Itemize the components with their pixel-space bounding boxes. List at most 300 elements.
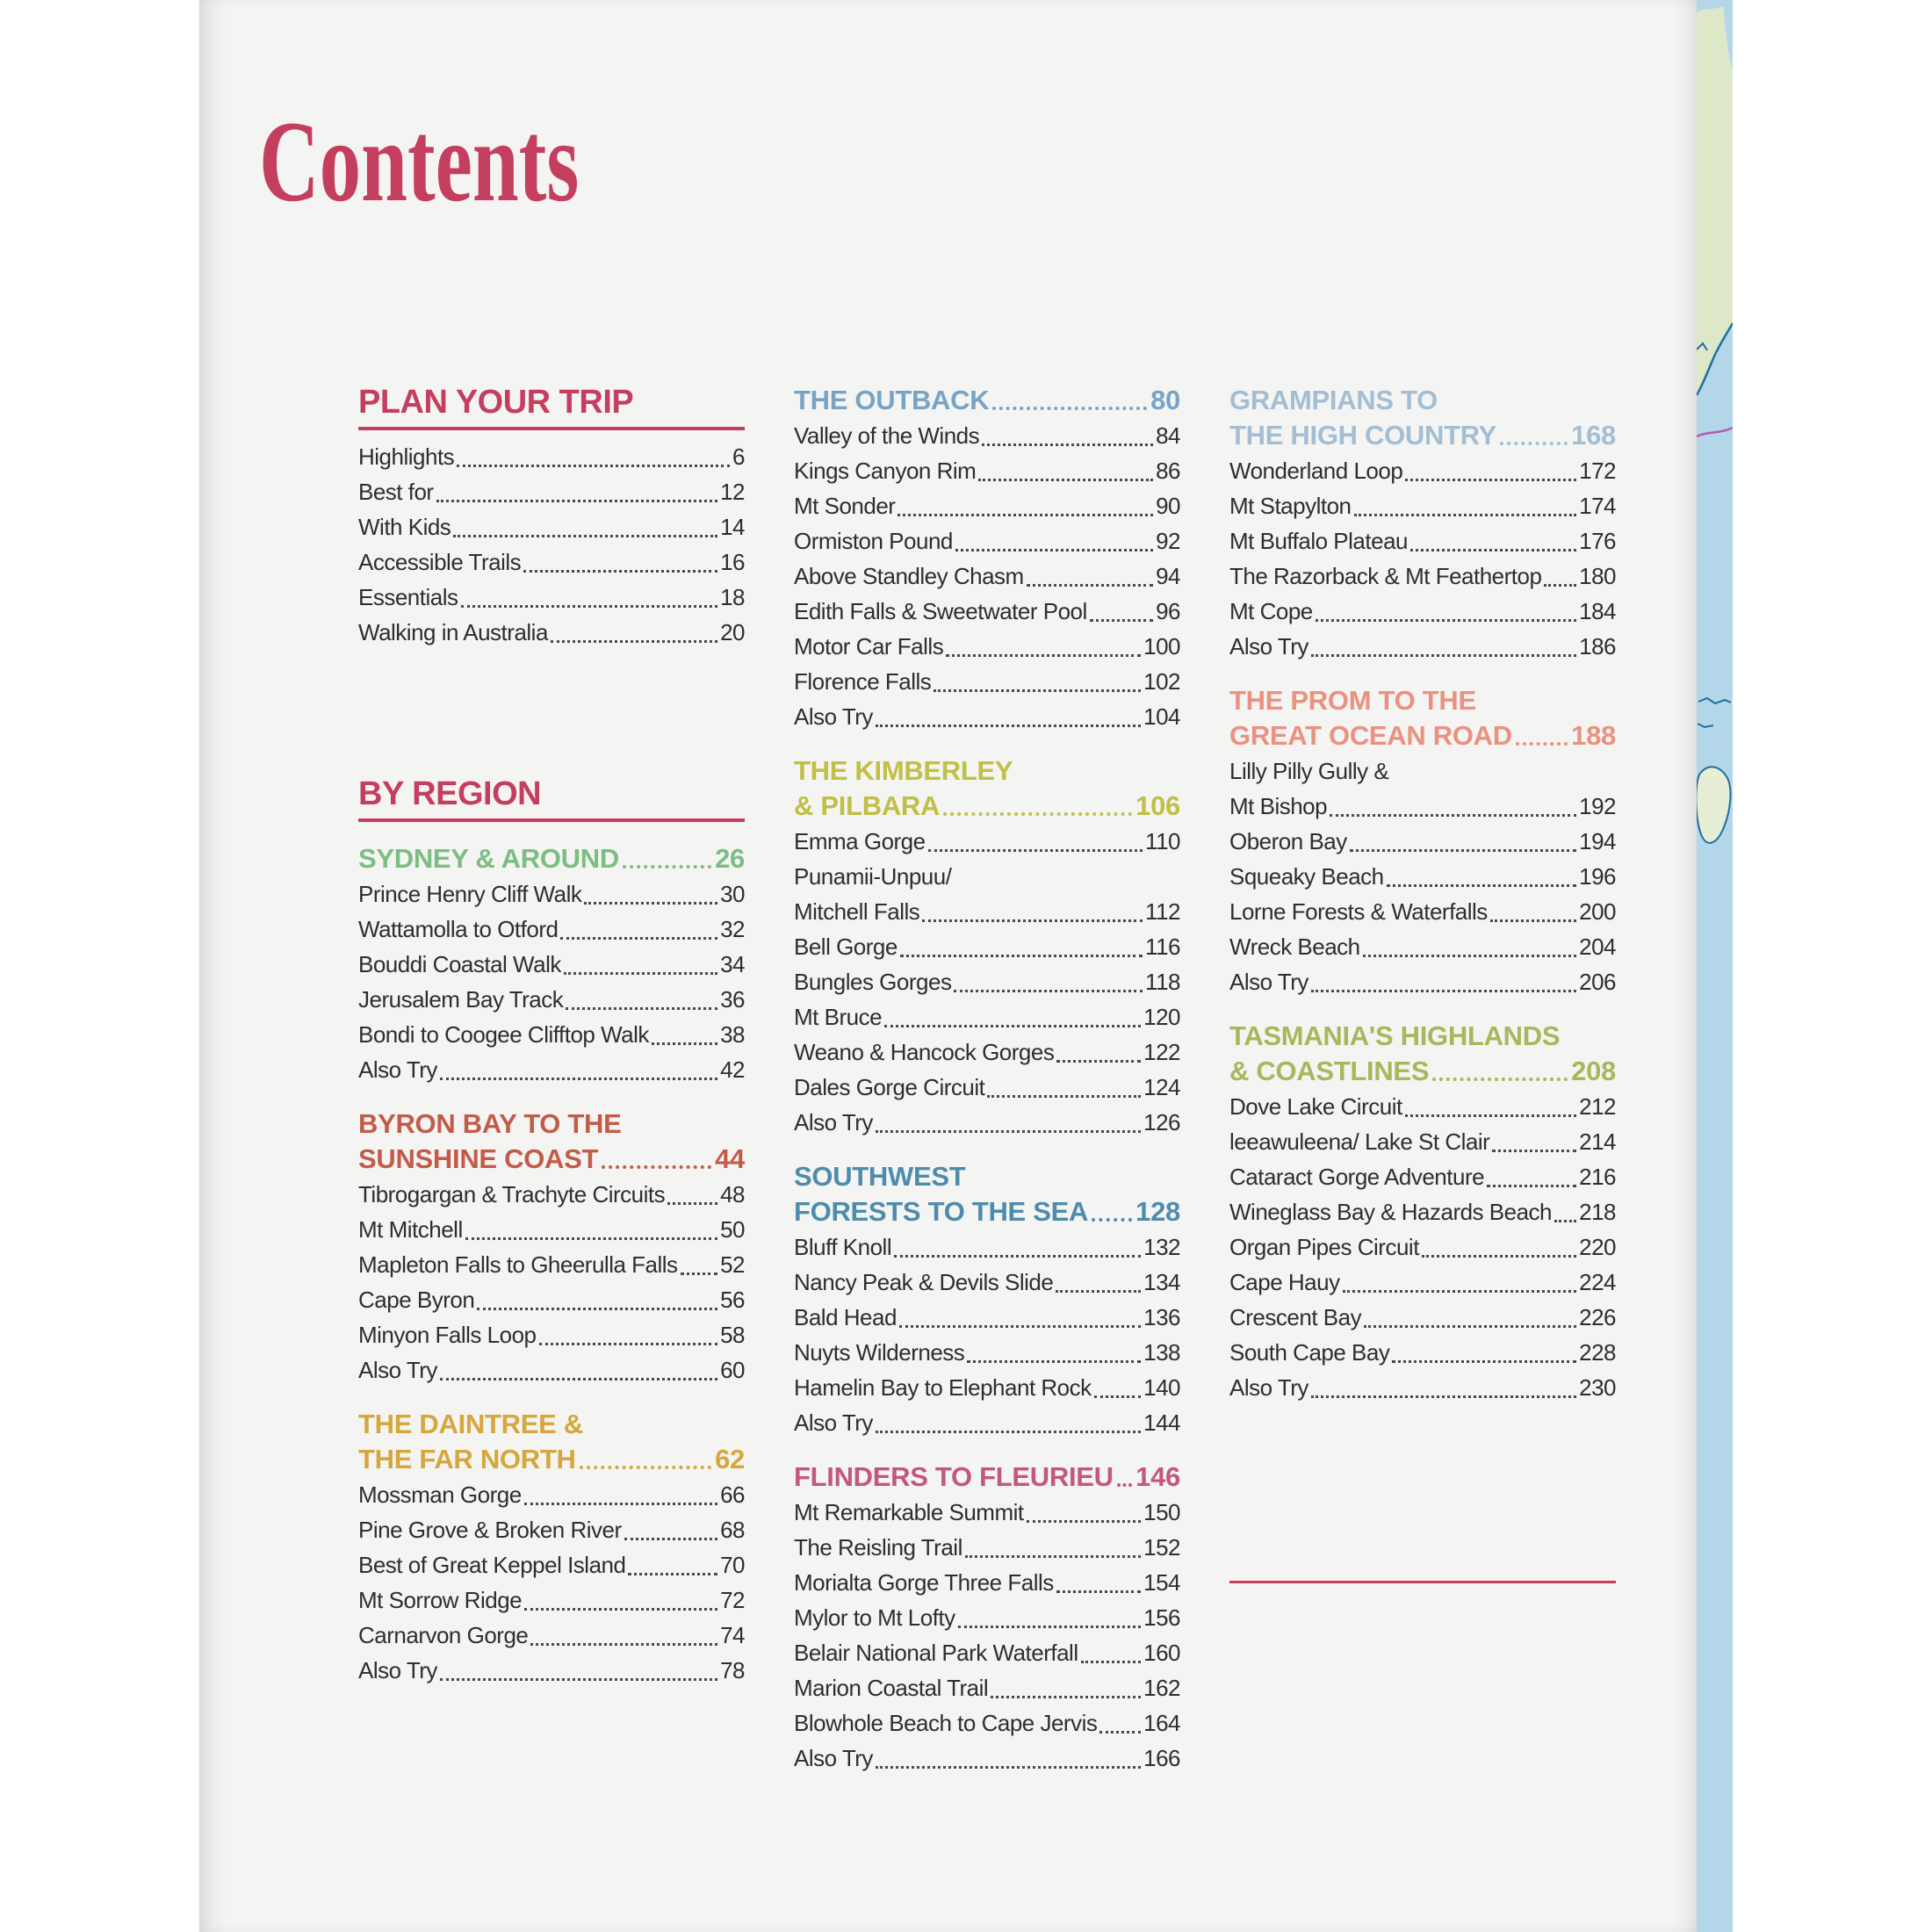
entry-page-number: 206 bbox=[1579, 969, 1616, 995]
leader-dots bbox=[461, 605, 718, 608]
section-heading-line bbox=[1229, 418, 1616, 453]
leader-dots bbox=[967, 1360, 1141, 1363]
leader-dots bbox=[1092, 1218, 1132, 1222]
toc-entry-line bbox=[1229, 453, 1616, 488]
entry-label: Mylor to Mt Lofty bbox=[794, 1604, 955, 1631]
leader-dots bbox=[628, 1573, 717, 1575]
entry-label: Best for bbox=[358, 479, 434, 505]
entry-label: Mt Sorrow Ridge bbox=[358, 1587, 523, 1613]
toc-entry-line bbox=[1229, 488, 1616, 523]
entry-list bbox=[358, 439, 745, 650]
toc-entry-line bbox=[794, 824, 1180, 859]
section-page-number: 208 bbox=[1571, 1056, 1616, 1086]
leader-dots bbox=[1316, 619, 1576, 622]
section-block bbox=[794, 753, 1180, 1140]
entry-label: Dove Lake Circuit bbox=[1229, 1093, 1402, 1120]
entry-page-number: 38 bbox=[720, 1021, 745, 1048]
major-block bbox=[358, 775, 745, 822]
entry-label: Mt Cope bbox=[1229, 598, 1313, 624]
entry-page-number: 194 bbox=[1579, 828, 1616, 854]
entry-page-number: 102 bbox=[1143, 668, 1180, 695]
toc-entry-line bbox=[1229, 1124, 1616, 1159]
entry-label: Florence Falls bbox=[794, 668, 932, 695]
entry-label: Crescent Bay bbox=[1229, 1304, 1362, 1330]
toc-entry-line bbox=[358, 1512, 745, 1547]
contents-page bbox=[199, 0, 1697, 1932]
leader-dots bbox=[955, 549, 1153, 551]
entry-page-number: 90 bbox=[1156, 493, 1180, 519]
entry-page-number: 16 bbox=[720, 549, 745, 575]
section-page-number: 26 bbox=[715, 843, 745, 874]
leader-dots bbox=[667, 1202, 717, 1205]
entry-label: Also Try bbox=[358, 1357, 437, 1383]
entry-page-number: 230 bbox=[1579, 1374, 1616, 1401]
toc-entry-line bbox=[358, 1653, 745, 1688]
leader-dots bbox=[524, 1503, 717, 1505]
section-page-number: 44 bbox=[715, 1143, 745, 1174]
entry-label: Cataract Gorge Adventure bbox=[1229, 1164, 1485, 1190]
leader-dots bbox=[1492, 1150, 1576, 1152]
entry-label: Jerusalem Bay Track bbox=[358, 986, 564, 1013]
leader-dots bbox=[624, 1538, 717, 1540]
toc-entry-line bbox=[794, 929, 1180, 964]
section-heading-label: SYDNEY & AROUND bbox=[358, 843, 619, 874]
leader-dots bbox=[1027, 584, 1153, 587]
section-block bbox=[794, 1159, 1180, 1440]
toc-entry-line bbox=[794, 488, 1180, 523]
section-heading-label: THE DAINTREE & bbox=[358, 1409, 583, 1439]
entry-page-number: 162 bbox=[1143, 1675, 1180, 1701]
toc-entry-line bbox=[358, 509, 745, 544]
toc-entry-line bbox=[794, 1405, 1180, 1440]
toc-entry-line bbox=[1229, 789, 1616, 824]
section-page-number: 128 bbox=[1135, 1196, 1180, 1227]
toc-entry-line bbox=[794, 1034, 1180, 1070]
entry-page-number: 216 bbox=[1579, 1164, 1616, 1190]
entry-label: Organ Pipes Circuit bbox=[1229, 1234, 1419, 1260]
leader-dots bbox=[900, 955, 1143, 957]
entry-label: Also Try bbox=[1229, 969, 1308, 995]
toc-entry-line bbox=[794, 999, 1180, 1034]
entry-page-number: 218 bbox=[1579, 1199, 1616, 1225]
leader-dots bbox=[876, 1431, 1141, 1433]
major-heading-label: BY REGION bbox=[358, 775, 542, 812]
entry-list bbox=[794, 1495, 1180, 1776]
entry-label: Pine Grove & Broken River bbox=[358, 1517, 622, 1543]
entry-page-number: 34 bbox=[720, 951, 745, 977]
entry-label: Punamii-Unpuu/ bbox=[794, 863, 952, 890]
entry-page-number: 152 bbox=[1143, 1534, 1180, 1561]
toc-entry-line bbox=[358, 1317, 745, 1352]
entry-page-number: 176 bbox=[1579, 528, 1616, 554]
section-heading-label: THE FAR NORTH bbox=[358, 1444, 576, 1474]
entry-label: Lorne Forests & Waterfalls bbox=[1229, 898, 1488, 925]
entry-page-number: 36 bbox=[720, 986, 745, 1013]
entry-page-number: 72 bbox=[720, 1587, 745, 1613]
entry-page-number: 116 bbox=[1145, 934, 1180, 960]
leader-dots bbox=[580, 1466, 712, 1469]
entry-page-number: 12 bbox=[720, 479, 745, 505]
entry-page-number: 32 bbox=[720, 916, 745, 942]
leader-dots bbox=[946, 654, 1141, 657]
entry-label: Blowhole Beach to Cape Jervis bbox=[794, 1710, 1098, 1736]
leader-dots bbox=[876, 724, 1141, 727]
australia-map-sliver-graphic bbox=[1697, 0, 1733, 1932]
section-page-number: 188 bbox=[1571, 720, 1616, 751]
entry-page-number: 48 bbox=[720, 1181, 745, 1208]
toc-entry-line bbox=[794, 894, 1180, 929]
leader-dots bbox=[1487, 1185, 1576, 1187]
toc-entry-line bbox=[1229, 859, 1616, 894]
back-matter-rule bbox=[1229, 1581, 1616, 1583]
section-heading-line bbox=[358, 1407, 745, 1442]
leader-dots bbox=[1363, 955, 1576, 957]
entry-label: Accessible Trails bbox=[358, 549, 522, 575]
entry-page-number: 214 bbox=[1579, 1128, 1616, 1155]
toc-entry-line bbox=[1229, 1089, 1616, 1124]
leader-dots bbox=[1311, 1395, 1576, 1398]
entry-label: Also Try bbox=[358, 1056, 437, 1083]
toc-entry-line bbox=[1229, 1335, 1616, 1370]
toc-entry-line bbox=[794, 1495, 1180, 1530]
leader-dots bbox=[898, 514, 1153, 516]
entry-label: Essentials bbox=[358, 584, 458, 610]
toc-entry-line bbox=[358, 1582, 745, 1618]
entry-label: Mt Bishop bbox=[1229, 793, 1328, 819]
entry-label: Minyon Falls Loop bbox=[358, 1322, 537, 1348]
entry-page-number: 220 bbox=[1579, 1234, 1616, 1260]
entry-page-number: 124 bbox=[1143, 1074, 1180, 1100]
section-block bbox=[1229, 383, 1616, 664]
toc-entry-line bbox=[794, 1635, 1180, 1670]
entry-label: Squeaky Beach bbox=[1229, 863, 1384, 890]
leader-dots bbox=[1330, 814, 1576, 817]
page-title: Contents bbox=[259, 97, 580, 226]
section-heading-line bbox=[794, 1159, 1180, 1194]
entry-label: Also Try bbox=[794, 1745, 873, 1771]
toc-entry-line bbox=[794, 1300, 1180, 1335]
entry-label: Oberon Bay bbox=[1229, 828, 1347, 854]
entry-label: Bouddi Coastal Walk bbox=[358, 951, 561, 977]
leader-dots bbox=[1387, 884, 1576, 887]
entry-page-number: 150 bbox=[1143, 1499, 1180, 1525]
toc-entry-line bbox=[1229, 1300, 1616, 1335]
entry-page-number: 172 bbox=[1579, 458, 1616, 484]
leader-dots bbox=[992, 407, 1147, 410]
entry-list bbox=[794, 418, 1180, 734]
leader-dots bbox=[440, 1678, 717, 1681]
entry-page-number: 66 bbox=[720, 1481, 745, 1508]
leader-dots bbox=[1117, 1483, 1132, 1487]
section-heading-label: THE OUTBACK bbox=[794, 385, 990, 415]
section-heading-line bbox=[1229, 1019, 1616, 1054]
toc-entry-line bbox=[358, 912, 745, 947]
entry-list bbox=[794, 1229, 1180, 1440]
entry-label: Also Try bbox=[794, 703, 873, 730]
heading-rule bbox=[358, 427, 745, 430]
leader-dots bbox=[566, 1007, 717, 1010]
entry-page-number: 144 bbox=[1143, 1409, 1180, 1436]
entry-page-number: 140 bbox=[1143, 1374, 1180, 1401]
entry-label: Emma Gorge bbox=[794, 828, 926, 854]
leader-dots bbox=[1099, 1731, 1141, 1734]
entry-page-number: 174 bbox=[1579, 493, 1616, 519]
leader-dots bbox=[681, 1272, 718, 1275]
toc-entry-line bbox=[794, 629, 1180, 664]
entry-page-number: 110 bbox=[1145, 828, 1180, 854]
entry-page-number: 180 bbox=[1579, 563, 1616, 589]
toc-entry-line bbox=[794, 1370, 1180, 1405]
entry-page-number: 184 bbox=[1579, 598, 1616, 624]
toc-entry-line bbox=[358, 876, 745, 912]
entry-page-number: 134 bbox=[1143, 1269, 1180, 1295]
entry-page-number: 224 bbox=[1579, 1269, 1616, 1295]
leader-dots bbox=[954, 990, 1143, 992]
leader-dots bbox=[1410, 549, 1576, 551]
leader-dots bbox=[524, 1608, 717, 1611]
entry-label: leeawuleena/ Lake St Clair bbox=[1229, 1128, 1490, 1155]
toc-entry-line bbox=[358, 947, 745, 982]
leader-dots bbox=[1056, 1590, 1141, 1593]
entry-label: Bungles Gorges bbox=[794, 969, 952, 995]
toc-entry-line bbox=[358, 1017, 745, 1052]
entry-list bbox=[358, 1477, 745, 1688]
section-heading-label: FLINDERS TO FLEURIEU bbox=[794, 1461, 1114, 1492]
entry-page-number: 50 bbox=[720, 1216, 745, 1243]
entry-page-number: 30 bbox=[720, 881, 745, 907]
leader-dots bbox=[1422, 1255, 1576, 1258]
toc-entry-line bbox=[794, 453, 1180, 488]
entry-page-number: 84 bbox=[1156, 422, 1180, 449]
entry-label: The Reisling Trail bbox=[794, 1534, 962, 1561]
leader-dots bbox=[1432, 1078, 1568, 1081]
toc-entry-line bbox=[794, 964, 1180, 999]
section-heading-label: GREAT OCEAN ROAD bbox=[1229, 720, 1512, 751]
entry-page-number: 112 bbox=[1145, 898, 1180, 925]
entry-label: Wattamolla to Otford bbox=[358, 916, 559, 942]
toc-entry-line bbox=[358, 1547, 745, 1582]
leader-dots bbox=[943, 812, 1132, 816]
leader-dots bbox=[987, 1095, 1141, 1098]
leader-dots bbox=[539, 1343, 718, 1345]
toc-entry-line bbox=[794, 1705, 1180, 1741]
entry-label: Also Try bbox=[358, 1657, 437, 1683]
leader-dots bbox=[465, 1237, 717, 1240]
entry-page-number: 196 bbox=[1579, 863, 1616, 890]
toc-entry-line bbox=[358, 1212, 745, 1247]
leader-dots bbox=[1364, 1325, 1576, 1328]
toc-entry-line bbox=[794, 1565, 1180, 1600]
leader-dots bbox=[623, 865, 711, 869]
section-heading-label: GRAMPIANS TO bbox=[1229, 385, 1438, 415]
toc-columns bbox=[358, 383, 1616, 1776]
entry-page-number: 96 bbox=[1156, 598, 1180, 624]
leader-dots bbox=[1490, 919, 1576, 922]
leader-dots bbox=[934, 689, 1141, 692]
section-heading-line bbox=[794, 383, 1180, 418]
toc-entry-line bbox=[794, 664, 1180, 699]
toc-entry-line bbox=[794, 559, 1180, 594]
entry-label: Wreck Beach bbox=[1229, 934, 1360, 960]
major-heading bbox=[358, 775, 745, 813]
section-block bbox=[794, 1460, 1180, 1776]
entry-label: Also Try bbox=[794, 1109, 873, 1135]
entry-page-number: 166 bbox=[1143, 1745, 1180, 1771]
toc-entry-line bbox=[1229, 824, 1616, 859]
entry-label: Cape Byron bbox=[358, 1287, 475, 1313]
toc-entry-line bbox=[794, 1070, 1180, 1105]
leader-dots bbox=[440, 1078, 717, 1080]
entry-label: Mossman Gorge bbox=[358, 1481, 522, 1508]
entry-page-number: 58 bbox=[720, 1322, 745, 1348]
entry-label: Cape Hauy bbox=[1229, 1269, 1340, 1295]
leader-dots bbox=[876, 1766, 1141, 1769]
entry-label: South Cape Bay bbox=[1229, 1339, 1390, 1366]
entry-page-number: 56 bbox=[720, 1287, 745, 1313]
entry-label: Mapleton Falls to Gheerulla Falls bbox=[358, 1251, 678, 1278]
section-heading-label: & PILBARA bbox=[794, 790, 941, 821]
leader-dots bbox=[564, 972, 717, 975]
leader-dots bbox=[991, 1696, 1141, 1698]
section-heading-line bbox=[358, 1442, 745, 1477]
entry-page-number: 6 bbox=[732, 443, 745, 470]
entry-label: Tibrogargan & Trachyte Circuits bbox=[358, 1181, 666, 1208]
leader-dots bbox=[1516, 742, 1568, 746]
leader-dots bbox=[928, 849, 1143, 852]
entry-label: Also Try bbox=[1229, 1374, 1308, 1401]
entry-label: Ormiston Pound bbox=[794, 528, 953, 554]
entry-label: Valley of the Winds bbox=[794, 422, 980, 449]
entry-page-number: 212 bbox=[1579, 1093, 1616, 1120]
section-heading-line bbox=[1229, 718, 1616, 753]
entry-label: Mt Sonder bbox=[794, 493, 896, 519]
section-block bbox=[1229, 683, 1616, 999]
toc-entry-line bbox=[794, 1530, 1180, 1565]
leader-dots bbox=[440, 1378, 717, 1381]
toc-entry-line bbox=[1229, 594, 1616, 629]
leader-dots bbox=[965, 1555, 1141, 1558]
leader-dots bbox=[1090, 619, 1153, 622]
toc-entry-line bbox=[358, 1352, 745, 1388]
toc-entry-line bbox=[1229, 964, 1616, 999]
leader-dots bbox=[436, 500, 717, 502]
section-heading-label: FORESTS TO THE SEA bbox=[794, 1196, 1089, 1227]
section-heading-label: TASMANIA'S HIGHLANDS bbox=[1229, 1020, 1561, 1051]
entry-label: Above Standley Chasm bbox=[794, 563, 1024, 589]
entry-label: Belair National Park Waterfall bbox=[794, 1640, 1078, 1666]
toc-entry-line bbox=[1229, 929, 1616, 964]
entry-label: The Razorback & Mt Feathertop bbox=[1229, 563, 1542, 589]
toc-entry-line bbox=[358, 580, 745, 615]
toc-entry-line bbox=[358, 615, 745, 650]
toc-entry-line bbox=[794, 1670, 1180, 1705]
entry-label: Wonderland Loop bbox=[1229, 458, 1403, 484]
section-heading-label: & COASTLINES bbox=[1229, 1056, 1430, 1086]
entry-page-number: 204 bbox=[1579, 934, 1616, 960]
entry-page-number: 122 bbox=[1143, 1039, 1180, 1065]
toc-entry-line bbox=[794, 1105, 1180, 1140]
section-page-number: 168 bbox=[1571, 420, 1616, 451]
entry-page-number: 226 bbox=[1579, 1304, 1616, 1330]
leader-dots bbox=[1392, 1360, 1576, 1363]
entry-label: Walking in Australia bbox=[358, 619, 548, 645]
leader-dots bbox=[1343, 1290, 1577, 1293]
toc-entry-line bbox=[794, 1335, 1180, 1370]
toc-entry-line bbox=[358, 982, 745, 1017]
leader-dots bbox=[1544, 584, 1576, 587]
toc-entry-line bbox=[794, 1265, 1180, 1300]
entry-page-number: 86 bbox=[1156, 458, 1180, 484]
entry-page-number: 78 bbox=[720, 1657, 745, 1683]
entry-page-number: 60 bbox=[720, 1357, 745, 1383]
leader-dots bbox=[1405, 1114, 1576, 1117]
entry-page-number: 14 bbox=[720, 514, 745, 540]
section-heading-line bbox=[358, 1142, 745, 1177]
entry-list bbox=[794, 824, 1180, 1140]
entry-label: Nuyts Wilderness bbox=[794, 1339, 965, 1366]
leader-dots bbox=[602, 1165, 711, 1169]
leader-dots bbox=[457, 465, 730, 467]
entry-page-number: 94 bbox=[1156, 563, 1180, 589]
section-heading-line bbox=[794, 789, 1180, 824]
entry-label: Bald Head bbox=[794, 1304, 897, 1330]
toc-entry-line bbox=[1229, 1194, 1616, 1229]
toc-entry-line bbox=[1229, 523, 1616, 559]
section-heading-line bbox=[794, 753, 1180, 789]
leader-dots bbox=[922, 919, 1143, 922]
entry-label: Motor Car Falls bbox=[794, 633, 944, 660]
section-heading-label: THE PROM TO THE bbox=[1229, 685, 1476, 716]
leader-dots bbox=[530, 1643, 717, 1646]
section-page-number: 146 bbox=[1135, 1461, 1180, 1492]
toc-entry-line bbox=[794, 1229, 1180, 1265]
entry-page-number: 68 bbox=[720, 1517, 745, 1543]
section-heading-line bbox=[794, 1194, 1180, 1229]
entry-label: Mt Stapylton bbox=[1229, 493, 1352, 519]
entry-label: Bluff Knoll bbox=[794, 1234, 892, 1260]
entry-list bbox=[358, 1177, 745, 1388]
leader-dots bbox=[453, 535, 717, 537]
toc-entry-line bbox=[1229, 753, 1616, 789]
leader-dots bbox=[982, 443, 1153, 446]
entry-label: Wineglass Bay & Hazards Beach bbox=[1229, 1199, 1553, 1225]
leader-dots bbox=[1094, 1395, 1141, 1398]
toc-entry-line bbox=[794, 859, 1180, 894]
toc-entry-line bbox=[1229, 1370, 1616, 1405]
entry-list bbox=[358, 876, 745, 1087]
section-heading-label: BYRON BAY TO THE bbox=[358, 1108, 622, 1139]
toc-entry-line bbox=[358, 1477, 745, 1512]
section-heading-line bbox=[1229, 1054, 1616, 1089]
leader-dots bbox=[1027, 1520, 1141, 1523]
toc-entry-line bbox=[358, 544, 745, 580]
leader-dots bbox=[884, 1025, 1141, 1027]
toc-entry-line bbox=[1229, 1229, 1616, 1265]
toc-column bbox=[1229, 383, 1616, 1776]
toc-entry-line bbox=[1229, 1159, 1616, 1194]
leader-dots bbox=[1405, 479, 1576, 481]
section-block bbox=[358, 1107, 745, 1388]
entry-label: Bondi to Coogee Clifftop Walk bbox=[358, 1021, 649, 1048]
entry-list bbox=[1229, 1089, 1616, 1405]
leader-dots bbox=[876, 1130, 1141, 1133]
leader-dots bbox=[1350, 849, 1576, 852]
toc-entry-line bbox=[794, 699, 1180, 734]
entry-page-number: 132 bbox=[1143, 1234, 1180, 1260]
entry-page-number: 154 bbox=[1143, 1569, 1180, 1596]
entry-list bbox=[1229, 753, 1616, 999]
entry-page-number: 228 bbox=[1579, 1339, 1616, 1366]
